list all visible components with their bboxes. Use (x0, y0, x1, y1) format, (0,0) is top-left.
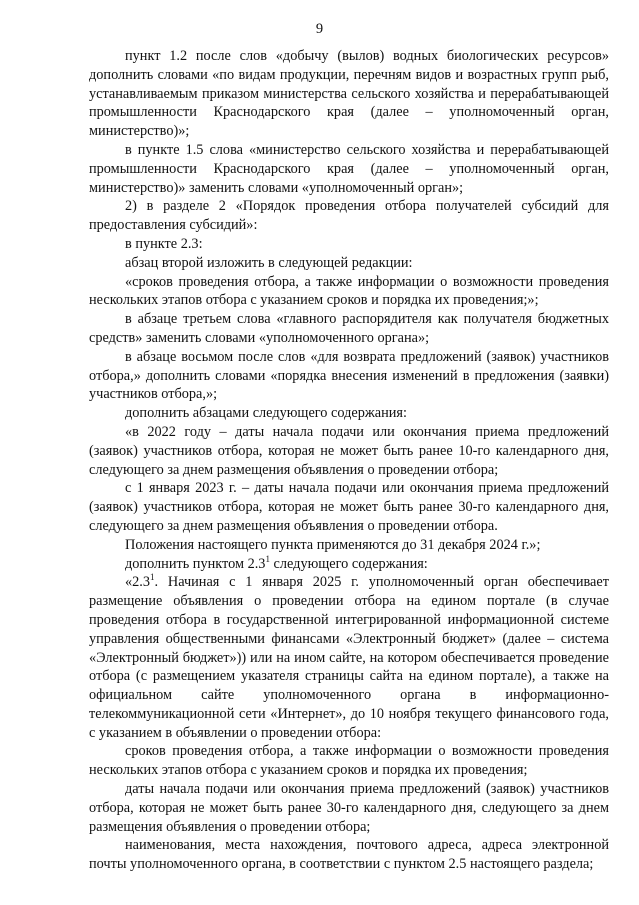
paragraph-point-2-3: в пункте 2.3: (125, 235, 203, 252)
paragraph-eighth-abzac: в абзаце восьмом после слов «для возврата предложений (заявок) участников отбора,» дополнить словами «порядка внесения изменений в предложения (заявки) участников отбора,»; (89, 348, 609, 403)
paragraph-2023: с 1 января 2023 г. – даты начала подачи или окончания приема предложений (заявок) участников отбора, которая не может быть ранее 30-го календарного дня, следующего за днем размещения объявления о проведении отбора. (89, 480, 609, 534)
paragraph-section-2: 2) в разделе 2 «Порядок проведения отбора получателей субсидий для предоставления субсидий»: (89, 198, 609, 234)
add-point-text-before: дополнить пунктом 2.3 (125, 555, 266, 572)
paragraph-add-point-2-3-1 (89, 555, 609, 574)
point-2-3-1-superscript: 1 (150, 572, 155, 583)
paragraph-quote-sroki: «сроков проведения отбора, а также информации о возможности проведения нескольких этапов отбора с указанием сроков и порядка их проведения;»; (89, 273, 609, 309)
page-number: 9 (315, 21, 324, 37)
paragraph-point-1-2: пункт 1.2 после слов «добычу (вылов) водных биологических ресурсов» дополнить словами «по видам продукции, перечням видов и возрастных групп рыб, устанавливаемым приказом министерства сельского хозяйства и перерабатывающей промышленности Краснодарского края (далее – уполномоченный орган, министерство)»; (89, 48, 609, 140)
point-2-3-1-text-after: . Начиная с 1 января 2025 г. уполномоченный орган обеспечивает размещение объявления о проведении отбора на едином портале (в случае проведения отбора в государственной интегрированной информационной системе управления общественными финансами «Электронный бюджет» (далее – система «Электронный бюджет»)) или на ином сайте, на котором обеспечивается проведение отбора (с размещением указателя страницы сайта на едином портале), а также на официальном сайте уполномоченного органа в информационно-телекоммуникационной сети «Интернет», до 10 ноября текущего финансового года, с указанием в объявлении о проведении отбора: (89, 574, 609, 741)
paragraph-point-1-5: в пункте 1.5 слова «министерство сельского хозяйства и перерабатывающей промышленности Краснодарского края (далее – уполномоченный орган, министерство)» заменить словами «уполномоченный орган»; (89, 141, 609, 196)
paragraph-tail-daty: даты начала подачи или окончания приема предложений (заявок) участников отбора, которая не может быть ранее 30-го календарного дня, следующего за днем размещения объявления о проведении отбора; (89, 781, 609, 835)
add-point-superscript: 1 (265, 553, 270, 564)
paragraph-2022: «в 2022 году – даты начала подачи или окончания приема предложений (заявок) участников отбора, которая не может быть ранее 10-го календарного дня, следующего за днем размещения объявления о проведении отбора; (89, 423, 609, 478)
paragraph-tail-sroki: сроков проведения отбора, а также информации о возможности проведения нескольких этапов отбора с указанием сроков и порядка их проведения; (89, 743, 609, 779)
paragraph-second-abzac: абзац второй изложить в следующей редакции: (125, 254, 413, 271)
point-2-3-1-text-before: «2.3 (125, 574, 151, 591)
paragraph-add-abzacs: дополнить абзацами следующего содержания: (125, 405, 407, 422)
paragraph-tail-naimenovaniya: наименования, места нахождения, почтового адреса, адреса электронной почты уполномоченного органа, в соответствии с пунктом 2.5 настоящего раздела; (89, 837, 609, 873)
paragraph-third-abzac: в абзаце третьем слова «главного распорядителя как получателя бюджетных средств» заменить словами «уполномоченного органа»; (89, 311, 609, 346)
paragraph-point-2-3-1 (89, 573, 609, 742)
document-body (89, 47, 609, 874)
paragraph-provisions: Положения настоящего пункта применяются до 31 декабря 2024 г.»; (125, 536, 541, 553)
add-point-text-after: следующего содержания: (269, 555, 428, 572)
